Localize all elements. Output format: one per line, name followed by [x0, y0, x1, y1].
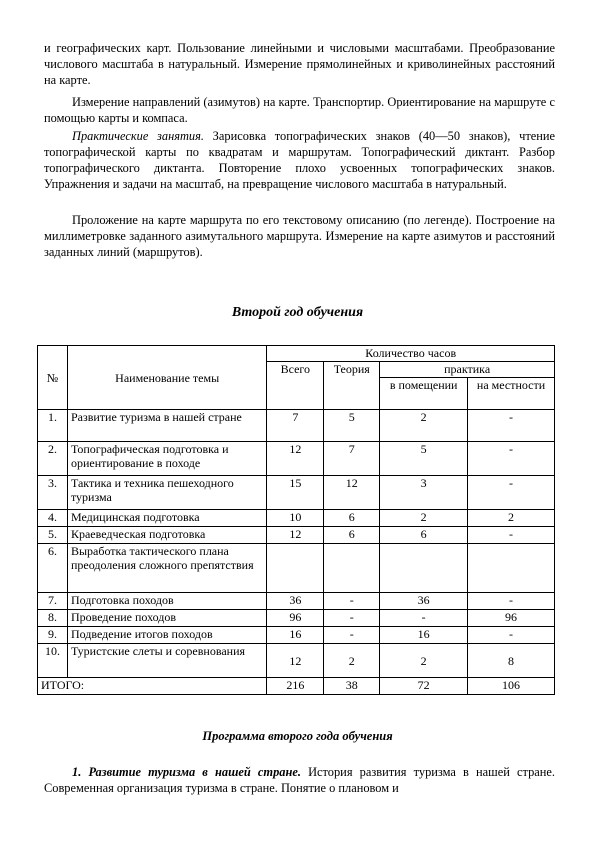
table-row: 4. Медицинская подготовка 10 6 2 2: [38, 510, 555, 527]
table-row: 6. Выработка тактического плана преодоления сложного препятствия: [38, 544, 555, 593]
program-heading: Программа второго года обучения: [202, 729, 393, 743]
header-theory: Теория: [324, 362, 380, 410]
header-number: №: [38, 346, 68, 410]
total-label: ИТОГО:: [38, 678, 267, 695]
paragraph-topic-1: 1. Развитие туризма в нашей стране. История развития туризма в нашей стране. Современная организация туризма в стране. Понятие о плановом и: [44, 765, 555, 795]
paragraph-practice: Практические занятия. Зарисовка топографических знаков (40—50 знаков), чтение топографической карты по квадратам и маршрутам. Топографический диктант. Разбор топографического диктанта. Повторение плохо усвоенных топографических знаков. Упражнения и задачи на масштаб, на превращение числового масштаба в натуральный.: [44, 129, 555, 191]
topic-1-title: 1. Развитие туризма в нашей стране.: [72, 765, 301, 779]
paragraph-maps: и географических карт. Пользование линейными и числовыми масштабами. Преобразование числового масштаба в натуральный. Измерение прямолинейных и криволинейных расстояний на карте.: [44, 41, 555, 87]
table-row: 7. Подготовка походов 36 - 36 -: [38, 593, 555, 610]
header-topic: Наименование темы: [67, 346, 266, 410]
year-heading: Второй год обучения: [231, 305, 364, 320]
header-practice: практика: [380, 362, 555, 378]
table-row: 2. Топографическая подготовка и ориентирование в походе 12 7 5 -: [38, 442, 555, 476]
total-row: ИТОГО: 216 38 72 106: [38, 678, 555, 695]
table-row: 3. Тактика и техника пешеходного туризма 15 12 3 -: [38, 476, 555, 510]
header-hours: Количество часов: [267, 346, 555, 362]
hours-table: [37, 345, 555, 695]
table-row: 8. Проведение походов 96 - - 96: [38, 610, 555, 627]
header-total: Всего: [267, 362, 324, 410]
practice-label: Практические занятия.: [72, 129, 204, 143]
paragraph-azimuth: Измерение направлений (азимутов) на карте. Транспортир. Ориентирование на маршруте с помощью карты и компаса.: [44, 95, 555, 125]
table-row: 1. Развитие туризма в нашей стране 7 5 2 -: [38, 410, 555, 442]
header-outdoor: на местности: [468, 378, 555, 410]
table-row: 10. Туристские слеты и соревнования 12 2 2 8: [38, 644, 555, 678]
table-row: 9. Подведение итогов походов 16 - 16 -: [38, 627, 555, 644]
table-row: 5. Краеведческая подготовка 12 6 6 -: [38, 527, 555, 544]
header-indoor: в помещении: [380, 378, 468, 410]
paragraph-route: Проложение на карте маршрута по его текстовому описанию (по легенде). Построение на миллиметровке заданного азимутального маршрута. Измерение на карте азимутов и расстояний заданных линий (маршрутов).: [44, 213, 555, 259]
